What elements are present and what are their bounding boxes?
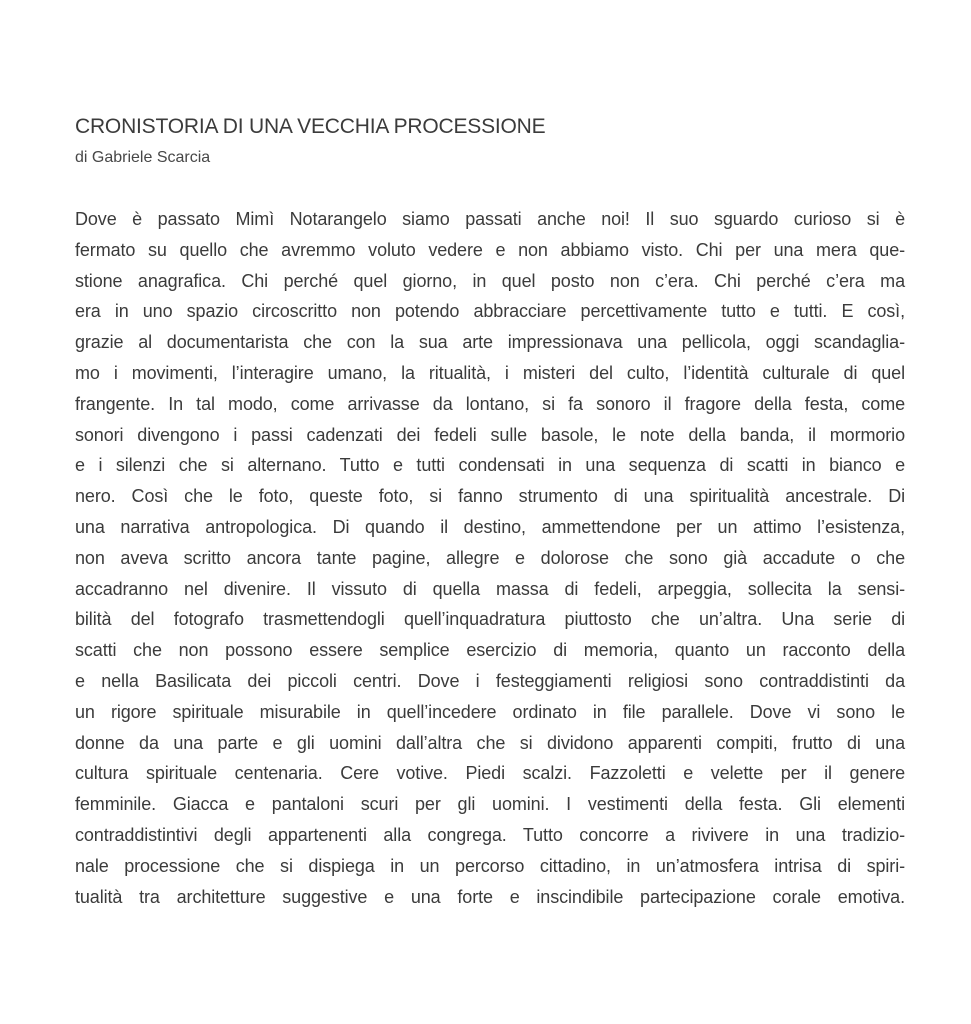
text-line: mo i movimenti, l’interagire umano, la ritualità, i misteri del culto, l’identità culturale di quel (75, 362, 905, 383)
text-line: e i silenzi che si alternano. Tutto e tutti condensati in una sequenza di scatti in bianco e (75, 455, 905, 476)
text-line: femminile. Giacca e pantaloni scuri per gli uomini. I vestimenti della festa. Gli elementi (75, 794, 905, 815)
text-line: Dove è passato Mimì Notarangelo siamo passati anche noi! Il suo sguardo curioso si è (75, 209, 905, 229)
text-line: contraddistintivi degli appartenenti alla congrega. Tutto concorre a rivivere in una tradizio- (75, 824, 905, 845)
article-title: CRONISTORIA DI UNA VECCHIA PROCESSIONE (75, 115, 546, 138)
text-line: donne da una parte e gli uomini dall’altra che si dividono apparenti compiti, frutto di una (75, 732, 905, 753)
text-line: e nella Basilicata dei piccoli centri. Dove i festeggiamenti religiosi sono contraddistinti da (75, 670, 905, 691)
text-line: un rigore spirituale misurabile in quell’incedere ordinato in file parallele. Dove vi sono le (75, 701, 905, 722)
text-line: nale processione che si dispiega in un percorso cittadino, in un’atmosfera intrisa di spiri- (75, 855, 905, 876)
text-line: scatti che non possono essere semplice esercizio di memoria, quanto un racconto della (75, 640, 905, 661)
text-line: tualità tra architetture suggestive e una forte e inscindibile partecipazione corale emotiva. (75, 886, 905, 907)
text-line: cultura spirituale centenaria. Cere votive. Piedi scalzi. Fazzoletti e velette per il genere (75, 763, 905, 784)
text-line: una narrativa antropologica. Di quando il destino, ammettendone per un attimo l’esistenza, (75, 516, 905, 537)
text-line: fermato su quello che avremmo voluto vedere e non abbiamo visto. Chi per una mera que- (75, 239, 905, 260)
text-line: grazie al documentarista che con la sua arte impressionava una pellicola, oggi scandaglia- (75, 332, 905, 353)
text-line: sonori divengono i passi cadenzati dei fedeli sulle basole, le note della banda, il mormorio (75, 424, 905, 445)
text-line: non aveva scritto ancora tante pagine, allegre e dolorose che sono già accadute o che (75, 547, 905, 568)
text-line: bilità del fotografo trasmettendogli quell’inquadratura piuttosto che un’altra. Una serie di (75, 609, 905, 630)
text-line: nero. Così che le foto, queste foto, si fanno strumento di una spiritualità ancestrale. Di (75, 486, 905, 507)
text-line: accadranno nel divenire. Il vissuto di quella massa di fedeli, arpeggia, sollecita la sensi- (75, 578, 905, 599)
article-body (75, 204, 905, 912)
article (75, 0, 905, 912)
text-line: frangente. In tal modo, come arrivasse da lontano, si fa sonoro il fragore della festa, come (75, 393, 905, 414)
text-line: era in uno spazio circoscritto non potendo abbracciare percettivamente tutto e tutti. E così, (75, 301, 905, 322)
text-line: stione anagrafica. Chi perché quel giorno, in quel posto non c’era. Chi perché c’era ma (75, 270, 905, 291)
article-byline: di Gabriele Scarcia (75, 149, 211, 166)
